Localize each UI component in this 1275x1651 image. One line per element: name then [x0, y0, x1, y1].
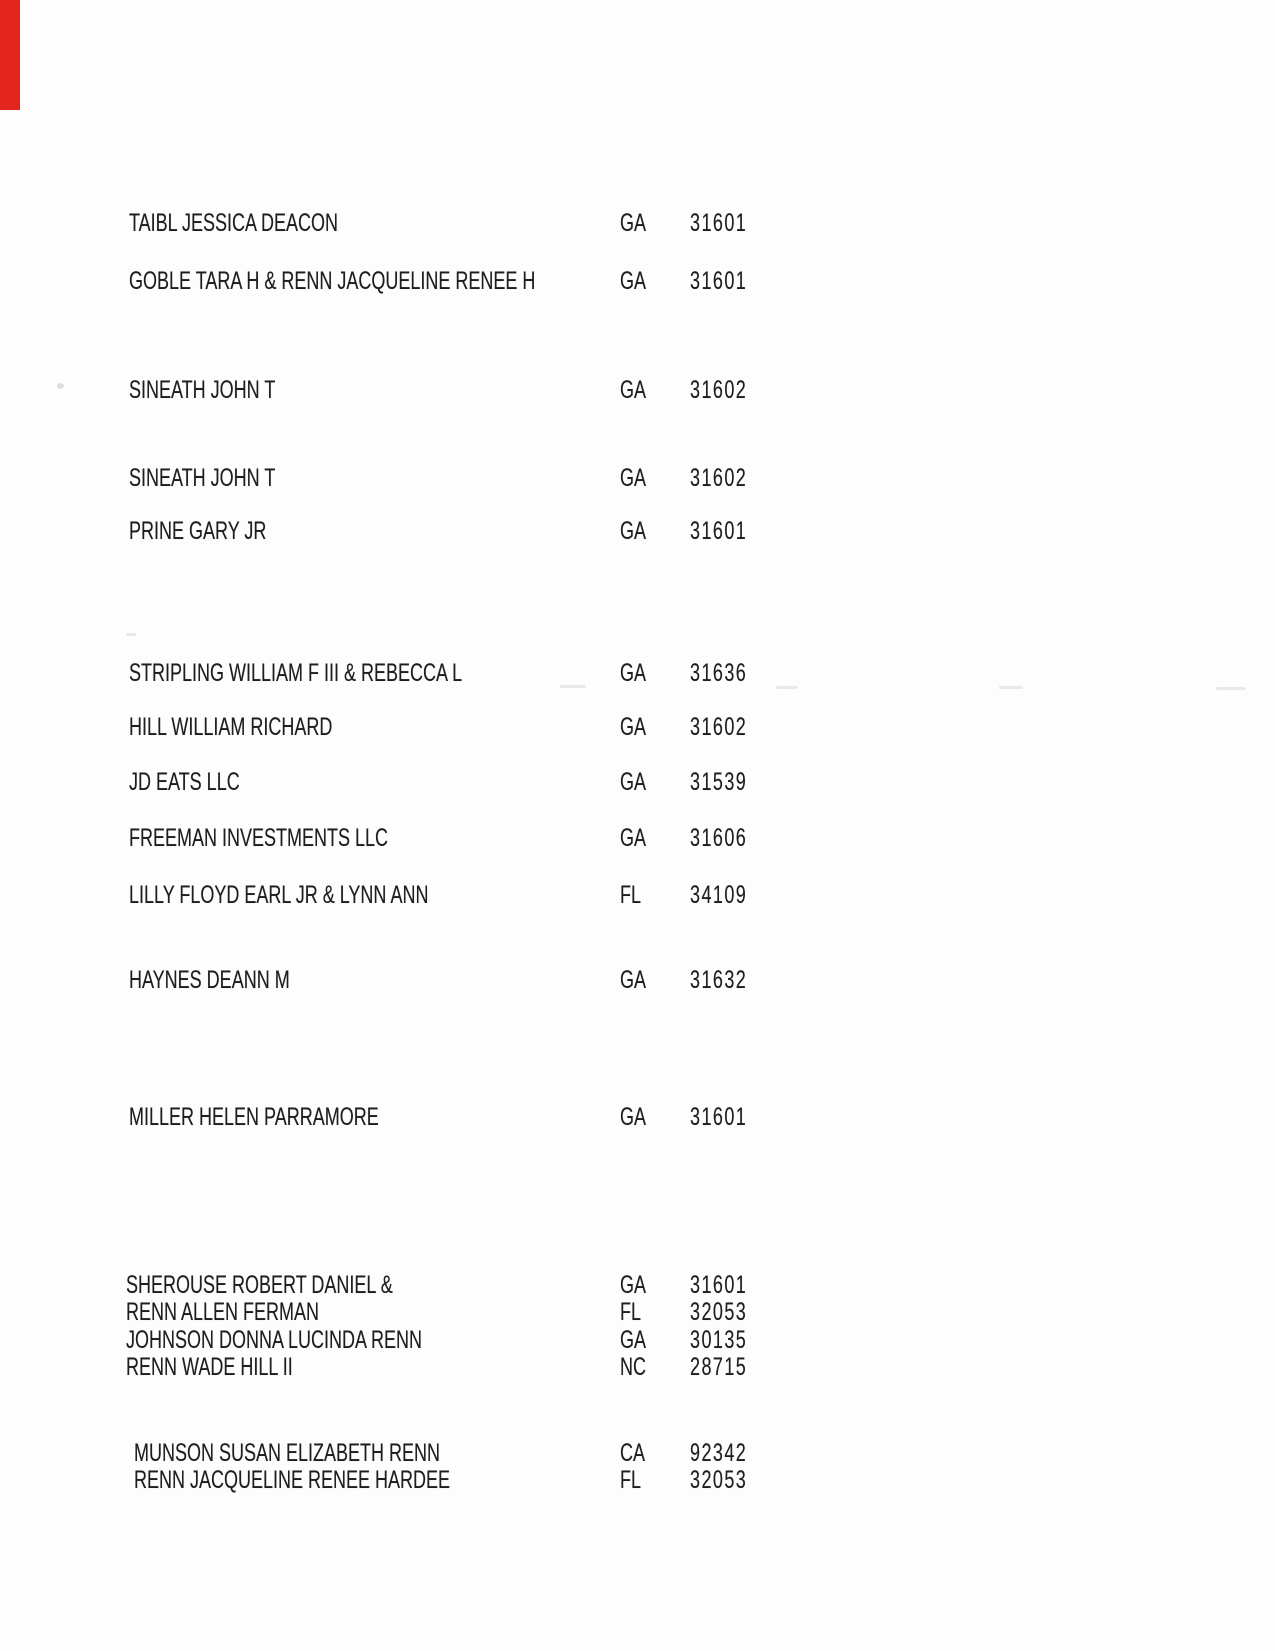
zip-code: 31601: [690, 1103, 748, 1131]
table-row: [0, 1466, 1275, 1494]
table-row: [0, 881, 1275, 909]
red-edge-marker: [0, 0, 20, 110]
state-code: GA: [620, 659, 647, 687]
state-code: GA: [620, 376, 647, 404]
table-row: [0, 464, 1275, 492]
owner-name: GOBLE TARA H & RENN JACQUELINE RENEE H: [129, 267, 536, 295]
zip-code: 32053: [690, 1466, 748, 1494]
state-code: GA: [620, 768, 647, 796]
zip-code: 28715: [690, 1353, 748, 1381]
table-row: [0, 517, 1275, 545]
state-code: GA: [620, 209, 647, 237]
state-code: GA: [620, 1326, 647, 1354]
state-code: GA: [620, 713, 647, 741]
table-row: [0, 1353, 1275, 1381]
table-row: [0, 1326, 1275, 1354]
owner-name: RENN WADE HILL II: [126, 1353, 293, 1381]
zip-code: 31601: [690, 517, 748, 545]
table-row: [0, 1439, 1275, 1467]
table-row: [0, 267, 1275, 295]
owner-name: MILLER HELEN PARRAMORE: [129, 1103, 379, 1131]
table-row: [0, 1271, 1275, 1299]
owner-name: SINEATH JOHN T: [129, 376, 276, 404]
zip-code: 31539: [690, 768, 748, 796]
state-code: GA: [620, 1271, 647, 1299]
owner-name: HILL WILLIAM RICHARD: [129, 713, 333, 741]
table-row: [0, 768, 1275, 796]
owner-name: JD EATS LLC: [129, 768, 240, 796]
owner-name: SINEATH JOHN T: [129, 464, 276, 492]
owner-name: HAYNES DEANN M: [129, 966, 290, 994]
state-code: GA: [620, 966, 647, 994]
zip-code: 31601: [690, 209, 748, 237]
zip-code: 31632: [690, 966, 748, 994]
state-code: GA: [620, 1103, 647, 1131]
owner-name: STRIPLING WILLIAM F III & REBECCA L: [129, 659, 463, 687]
owner-name: SHEROUSE ROBERT DANIEL &: [126, 1271, 393, 1299]
zip-code: 31606: [690, 824, 748, 852]
zip-code: 30135: [690, 1326, 748, 1354]
scan-artifact: [1216, 687, 1246, 690]
owner-name: RENN JACQUELINE RENEE HARDEE: [134, 1466, 451, 1494]
state-code: GA: [620, 824, 647, 852]
scan-artifact: [126, 633, 136, 636]
state-code: GA: [620, 267, 647, 295]
table-row: [0, 966, 1275, 994]
state-code: NC: [620, 1353, 646, 1381]
zip-code: 92342: [690, 1439, 748, 1467]
state-code: FL: [620, 881, 642, 909]
owner-name: TAIBL JESSICA DEACON: [129, 209, 339, 237]
owner-name: JOHNSON DONNA LUCINDA RENN: [126, 1326, 423, 1354]
zip-code: 34109: [690, 881, 748, 909]
state-code: FL: [620, 1298, 642, 1326]
zip-code: 31602: [690, 713, 748, 741]
zip-code: 31601: [690, 1271, 748, 1299]
owner-name: FREEMAN INVESTMENTS LLC: [129, 824, 389, 852]
zip-code: 31601: [690, 267, 748, 295]
table-row: [0, 824, 1275, 852]
table-row: [0, 1103, 1275, 1131]
owner-name: RENN ALLEN FERMAN: [126, 1298, 320, 1326]
zip-code: 31602: [690, 464, 748, 492]
state-code: CA: [620, 1439, 646, 1467]
table-row: [0, 713, 1275, 741]
table-row: [0, 659, 1275, 687]
table-row: [0, 209, 1275, 237]
owner-name: LILLY FLOYD EARL JR & LYNN ANN: [129, 881, 429, 909]
table-row: [0, 1298, 1275, 1326]
zip-code: 32053: [690, 1298, 748, 1326]
state-code: FL: [620, 1466, 642, 1494]
state-code: GA: [620, 464, 647, 492]
zip-code: 31602: [690, 376, 748, 404]
table-row: [0, 376, 1275, 404]
owner-name: MUNSON SUSAN ELIZABETH RENN: [134, 1439, 441, 1467]
owner-name: PRINE GARY JR: [129, 517, 267, 545]
zip-code: 31636: [690, 659, 748, 687]
state-code: GA: [620, 517, 647, 545]
